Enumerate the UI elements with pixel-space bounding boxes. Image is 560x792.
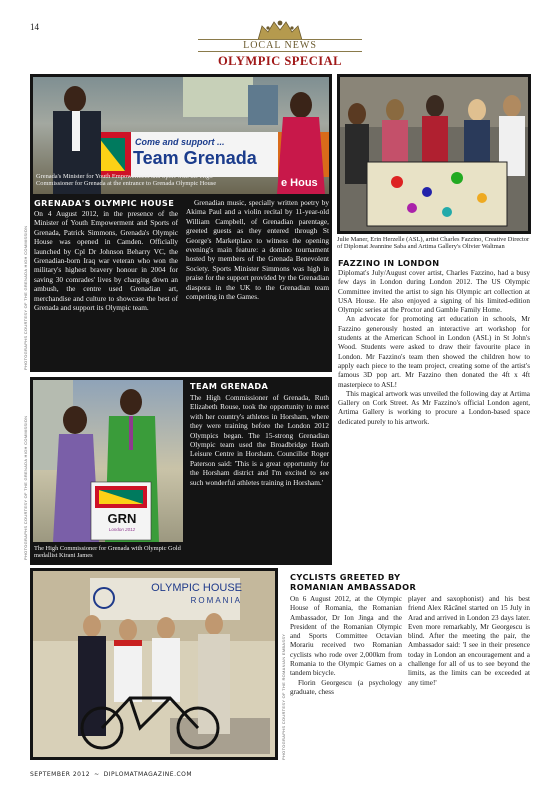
crest-icon <box>254 18 306 40</box>
section-title: OLYMPIC SPECIAL <box>217 54 343 68</box>
team-grenada-photo <box>33 380 183 542</box>
team-grenada-body-text: The High Commissioner of Grenada, Ruth Elizabeth Rouse, took the opportunity to meet with her country's athletes in Horsham, where they were training before the London 2012 Olympics began. The 15-strong Grenadian Olympic team used the Broadbridge Heath Leisure Centre in Horsham. Councillor Roger Paterson said: 'This is a great opportunity for the Horsham district and I'm excited to see such wonderful athletes training in Horsham.' <box>190 393 329 487</box>
cyclists-credit: PHOTOGRAPHS COURTESY OF THE ROMANIAN EMBASSY <box>281 633 286 760</box>
grenada-house-col2 <box>186 198 329 301</box>
fazzino-photo <box>337 74 531 234</box>
fazzino-body <box>338 269 530 427</box>
cyclists-col2 <box>408 595 530 688</box>
grenada-house-col1 <box>34 209 178 312</box>
fazzino-para-1: Diplomat's July/August cover artist, Charles Fazzino, had a busy few days in London during London 2012. The US Olympic Committee invited the artist to sign his Olympic art collection at USA House. He also enjoyed a signing of his limited-edition Olympic series at the Proctor and Gamble Family Home. <box>338 269 530 315</box>
cyclists-heading <box>290 572 530 592</box>
banner-text-house: e Hous <box>281 177 318 189</box>
masthead <box>198 18 362 72</box>
cyclists-col1 <box>290 595 402 697</box>
masthead-local-news: LOCAL NEWS <box>198 39 362 52</box>
cyclists-col2-text: player and saxophonist) and his best friend Alex Răcănel started on 15 July in Arad and arrived in London 23 days later. Even more remarkably, Mr Georgescu is blind. After the meeting the pair, the Ambassador said: 'I see in their presence today in London an encouragement and a challenge for all of us to see beyond the limits, as the limits can be exceeded at any time!' <box>408 595 530 687</box>
page-number: 14 <box>30 22 39 32</box>
team-grenada-heading: TEAM GRENADA <box>190 381 269 391</box>
team-grenada-body <box>190 393 329 487</box>
fazzino-heading: FAZZINO IN LONDON <box>338 258 440 268</box>
cyclists-backdrop-text: OLYMPIC HOUSE <box>151 582 242 594</box>
grenada-house-col2-text: Grenadian music, specially written poetry by Akima Paul and a violin recital by 11-year-old William Campbell, of Grenadian parentage, greeted guests as they entered through St George's Marketplace to witness the opening evening's main feature: a domino tournament hosted by members of the Grenada Benevolent Society. Sports Minister Simmons was high in praise for the support provided by the Grenadian diaspora in the UK to the Grenadian team competing in the Games. <box>186 198 329 302</box>
banner-text-large: Team Grenada <box>133 148 257 168</box>
grenada-house-col1-text: On 4 August 2012, in the presence of the Minister of Youth Empowerment and Sports of Grenada, Patrick Simmons, Grenada's Olympic House was opened in Camden. Officially launched by Cpl Dr Johnson Beharry VC, the Grenadian-born Iraq war veteran who won the military's highest bravery honour in 2004 for saving 30 comrades' lives by charging down an ambush, the centre used Grenadian art, merchandise and culture to showcase the best of Grenada and support its Olympic team. <box>34 209 178 313</box>
cyclists-heading-line-1: CYCLISTS GREETED BY <box>290 572 401 582</box>
grenada-house-caption: Grenada's Minister for Youth Empowerment and Sport with the High Commissioner for Grenada at the entrance to Grenada Olympic House <box>36 173 217 188</box>
footer-swash-icon: ~ <box>94 771 100 778</box>
cyclists-col1b-text: Florin Georgescu (a psychology graduate, chess <box>290 678 402 696</box>
grenada-house-heading: GRENADA'S OLYMPIC HOUSE <box>34 198 175 208</box>
fazzino-para-3: This magical artwork was unveiled the following day at Artima Gallery on Cork Street. As Mr Fazzino's official London agent, Artima Gallery is working to procure a London-based space dedicated purely to his artwork. <box>338 389 530 426</box>
team-grenada-credit: PHOTOGRAPHS COURTESY OF THE GRENADA HIGH COMMISSION <box>23 415 28 560</box>
cyclists-col1-text: On 6 August 2012, at the Olympic House of Romania, the Romanian Ambassador, Dr Ion Jinga and the President of the Romanian Olympic and Sports Committee Octavian Morariu received two Romanian cyclists who rode over 2,000km from Romania to the Olympic Games on a tandem bicycle. <box>290 595 402 678</box>
footer-site: DIPLOMATMAGAZINE.COM <box>103 771 193 778</box>
team-grenada-caption: The High Commissioner for Grenada with Olympic Gold medallist Kirani James <box>34 545 181 560</box>
fazzino-photo-frame <box>337 74 531 234</box>
cyclists-backdrop-sub: ROMANIA <box>190 596 242 605</box>
cyclists-heading-line-2: ROMANIAN AMBASSADOR <box>290 582 417 592</box>
grn-sign: GRN <box>107 511 137 526</box>
grn-sign-sub: London 2012 <box>108 527 136 532</box>
fazzino-para-2: An advocate for promoting art education in schools, Mr Fazzino generously hosted an interactive art workshop for students at the American School in London (ASL) in St John's Wood. Students were asked to draw their favourite place in London. Mr Fazzino's team then showed the children how to apply each piece to the team project, creating some of the artist's famous 3D pop art. Mr Fazzino then donated the 4ft x 4ft masterpiece to ASL! <box>338 315 530 389</box>
banner-text-small: Come and support ... <box>135 137 225 147</box>
grenada-house-credit: PHOTOGRAPHS COURTESY OF THE GRENADA HIGH COMMISSION <box>23 225 28 370</box>
grenada-house-photo <box>33 77 329 194</box>
footer-issue: SEPTEMBER 2012 <box>30 771 91 778</box>
footer <box>30 771 196 778</box>
fazzino-caption: Julie Maner, Erin Herzelle (ASL), artist Charles Fazzino, Creative Director of Diplomat Jeannine Saba and Artima Gallery's Olivier Waltman <box>337 236 530 251</box>
cyclists-photo-frame <box>30 568 278 760</box>
